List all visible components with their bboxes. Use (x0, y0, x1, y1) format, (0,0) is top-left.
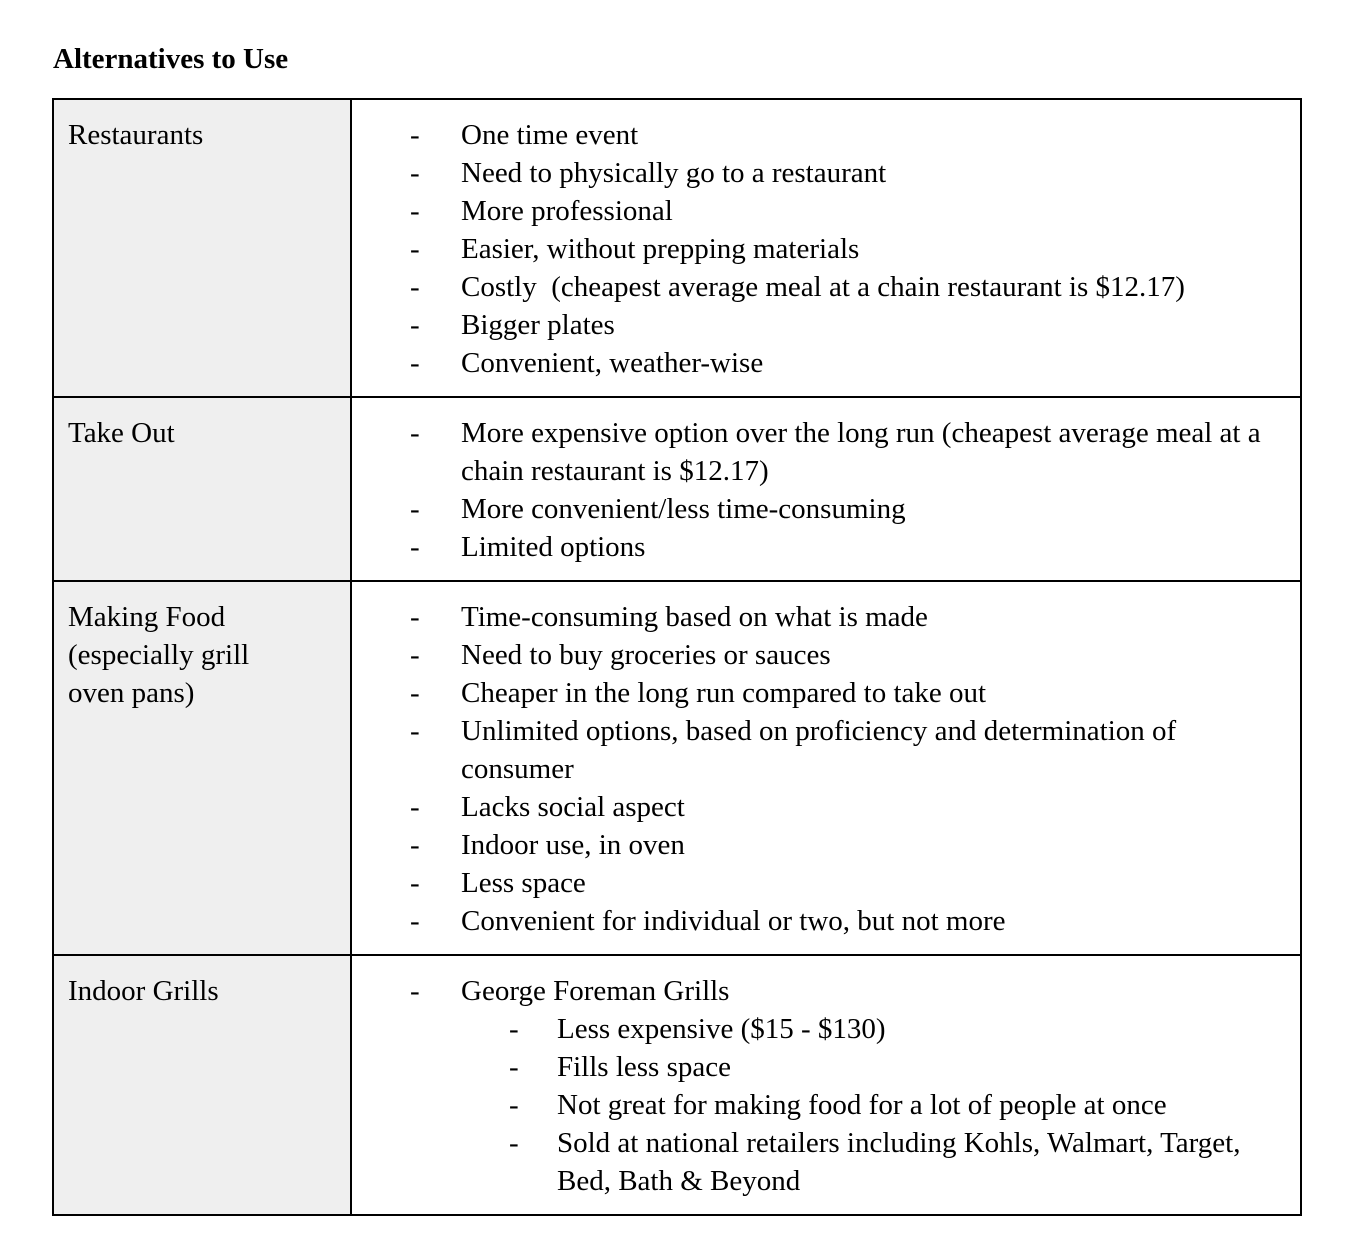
row-content-cell (351, 99, 1301, 397)
bullet-dash: - (410, 791, 420, 823)
list-item-text: Less space (461, 867, 586, 899)
sub-list-item (461, 1048, 1280, 1086)
list-item-text: More professional (461, 195, 673, 227)
list-item-text: Need to buy groceries or sauces (461, 639, 831, 671)
list-item-text: Easier, without prepping materials (461, 233, 860, 265)
row-label: Take Out (68, 417, 175, 449)
list-item-text: Bigger plates (461, 309, 615, 341)
bullet-dash: - (410, 309, 420, 341)
bullet-dash: - (410, 157, 420, 189)
list-item (352, 414, 1280, 490)
list-item (352, 826, 1280, 864)
bullet-dash: - (410, 715, 420, 747)
bullet-dash: - (410, 493, 420, 525)
row-label-cell (53, 397, 351, 581)
bullet-dash: - (410, 867, 420, 899)
sub-list-item-text: Fills less space (557, 1051, 731, 1083)
list-item (352, 712, 1280, 788)
list-item (352, 490, 1280, 528)
bullet-dash: - (410, 531, 420, 563)
sub-list-item (461, 1086, 1280, 1124)
list-item-text: Lacks social aspect (461, 791, 685, 823)
sub-list-item (461, 1124, 1280, 1200)
list-item-text: Costly (cheapest average meal at a chain restaurant is $12.17) (461, 271, 1185, 303)
list-item-text: Limited options (461, 531, 646, 563)
list-item-text: Convenient for individual or two, but not more (461, 905, 1006, 937)
list-item-text: One time event (461, 119, 639, 151)
row-label: Restaurants (68, 119, 204, 151)
list-item (352, 674, 1280, 712)
list-item-text: More convenient/less time-consuming (461, 493, 906, 525)
row-label-cell (53, 955, 351, 1215)
bullet-list (352, 582, 1300, 954)
bullet-dash: - (410, 639, 420, 671)
bullet-dash: - (410, 829, 420, 861)
list-item-text: Indoor use, in oven (461, 829, 685, 861)
list-item-text: Convenient, weather-wise (461, 347, 764, 379)
list-item (352, 154, 1280, 192)
sub-list-item-text: Less expensive ($15 - $130) (557, 1013, 886, 1045)
row-content-cell (351, 581, 1301, 955)
bullet-dash: - (410, 347, 420, 379)
list-item (352, 902, 1280, 940)
bullet-dash: - (509, 1013, 519, 1045)
bullet-dash: - (410, 271, 420, 303)
list-item-text: George Foreman Grills (461, 975, 730, 1007)
bullet-dash: - (410, 119, 420, 151)
bullet-dash: - (509, 1051, 519, 1083)
list-item (352, 116, 1280, 154)
list-item-text: More expensive option over the long run (cheapest average meal at a chain restaurant is $12.17) (461, 417, 1261, 487)
bullet-list (352, 398, 1300, 580)
row-label: Indoor Grills (68, 975, 219, 1007)
document-title: Alternatives to Use (53, 43, 289, 75)
list-item (352, 268, 1280, 306)
alternatives-table (52, 98, 1302, 1216)
row-content-cell (351, 955, 1301, 1215)
bullet-dash: - (410, 195, 420, 227)
list-item (352, 972, 1280, 1200)
row-label-cell (53, 99, 351, 397)
row-label: Making Food (especially grill oven pans) (68, 601, 250, 709)
sub-bullet-list (461, 1010, 1280, 1200)
list-item (352, 788, 1280, 826)
list-item-text: Need to physically go to a restaurant (461, 157, 887, 189)
list-item-text: Cheaper in the long run compared to take out (461, 677, 987, 709)
bullet-dash: - (509, 1127, 519, 1159)
list-item (352, 306, 1280, 344)
list-item (352, 344, 1280, 382)
bullet-dash: - (410, 905, 420, 937)
bullet-dash: - (509, 1089, 519, 1121)
bullet-dash: - (410, 975, 420, 1007)
row-content-cell (351, 397, 1301, 581)
table-row (53, 955, 1301, 1215)
bullet-dash: - (410, 233, 420, 265)
sub-list-item-text: Not great for making food for a lot of people at once (557, 1089, 1167, 1121)
list-item-text: Unlimited options, based on proficiency and determination of consumer (461, 715, 1177, 785)
list-item (352, 864, 1280, 902)
list-item (352, 528, 1280, 566)
sub-list-item (461, 1010, 1280, 1048)
list-item (352, 192, 1280, 230)
list-item-text: Time-consuming based on what is made (461, 601, 928, 633)
table-row (53, 99, 1301, 397)
bullet-dash: - (410, 677, 420, 709)
list-item (352, 636, 1280, 674)
table-row (53, 397, 1301, 581)
bullet-list (352, 100, 1300, 396)
table-row (53, 581, 1301, 955)
sub-list-item-text: Sold at national retailers including Kohls, Walmart, Target, Bed, Bath & Beyond (557, 1127, 1241, 1197)
list-item (352, 598, 1280, 636)
list-item (352, 230, 1280, 268)
bullet-dash: - (410, 601, 420, 633)
row-label-cell (53, 581, 351, 955)
bullet-dash: - (410, 417, 420, 449)
bullet-list (352, 956, 1300, 1214)
